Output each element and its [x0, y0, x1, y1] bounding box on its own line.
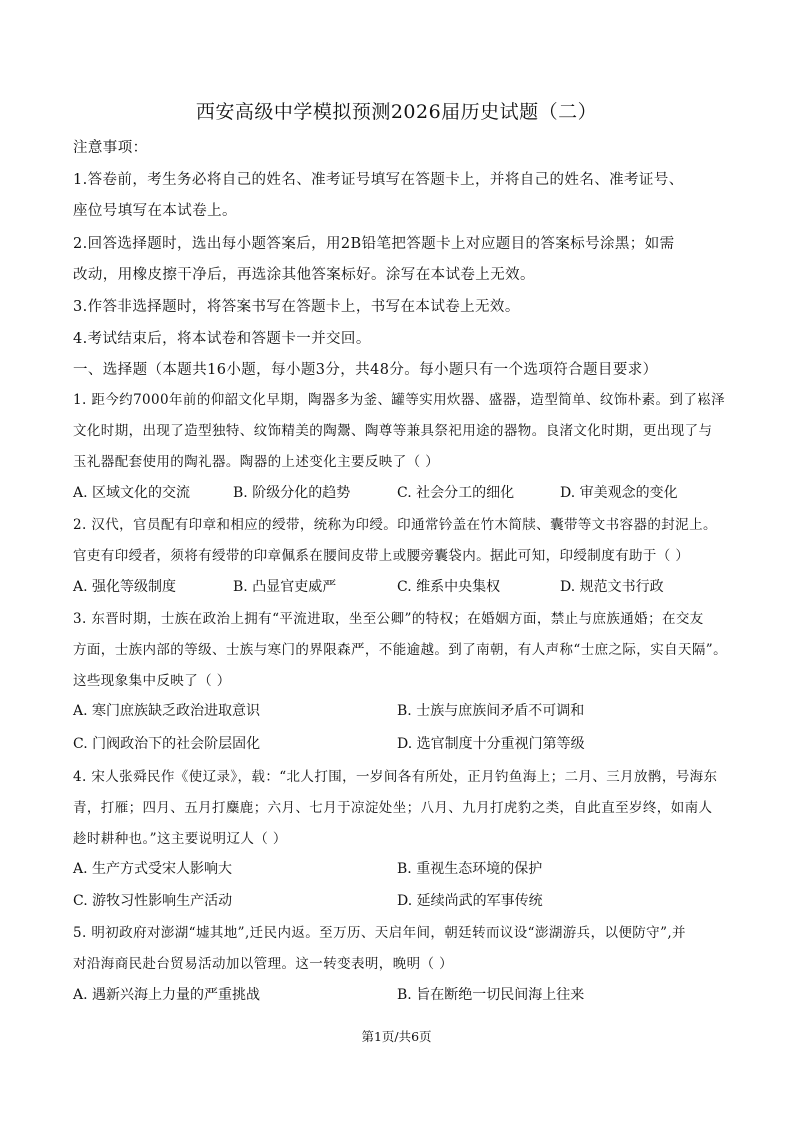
note-1-line-1: 1.答卷前，考生务必将自己的姓名、准考证号填写在答题卡上，并将自己的姓名、准考证号、 — [73, 172, 684, 188]
q2-option-b[interactable]: B. 凸显官吏威严 — [233, 579, 337, 595]
note-2-line-2: 改动，用橡皮擦干净后，再选涂其他答案标好。涂写在本试卷上无效。 — [73, 267, 535, 283]
q3-option-b[interactable]: B. 士族与庶族间矛盾不可调和 — [397, 703, 585, 719]
q1-option-c[interactable]: C. 社会分工的细化 — [397, 485, 515, 501]
q4-line-2: 青，打雁；四月、五月打麋鹿；六月、七月于凉淀处坐；八月、九月打虎豹之类，自此直至岁终，如南人 — [73, 800, 713, 816]
q5-option-b[interactable]: B. 旨在断绝一切民间海上往来 — [397, 987, 585, 1003]
q5-option-a[interactable]: A. 遇新兴海上力量的严重挑战 — [73, 987, 261, 1003]
q4-option-d[interactable]: D. 延续尚武的军事传统 — [397, 893, 543, 909]
q4-option-a[interactable]: A. 生产方式受宋人影响大 — [73, 861, 233, 877]
q3-line-3: 这些现象集中反映了（ ） — [73, 673, 231, 689]
page-footer: 第1页/共6页 — [361, 1029, 432, 1044]
note-2-line-1: 2.回答选择题时，选出每小题答案后，用2B铅笔把答题卡上对应题目的答案标号涂黑；如需 — [73, 236, 675, 252]
q2-line-2: 官吏有印绶者，须将有绶带的印章佩系在腰间皮带上或腰旁囊袋内。据此可知，印绶制度有助于（ ） — [73, 548, 690, 564]
page-title: 西安高级中学模拟预测2026届历史试题（二） — [195, 101, 598, 123]
section-heading: 一、选择题（本题共16小题，每小题3分，共48分。每小题只有一个选项符合题目要求） — [73, 362, 658, 378]
q2-line-1: 2. 汉代，官员配有印章和相应的绶带，统称为印绶。印通常钤盖在竹木简牍、囊带等文书容器的封泥上。 — [73, 517, 717, 533]
q1-option-a[interactable]: A. 区域文化的交流 — [73, 485, 191, 501]
q3-line-1: 3. 东晋时期，士族在政治上拥有“平流进取，坐至公卿”的特权；在婚姻方面，禁止与庶族通婚；在交友 — [73, 611, 704, 627]
q4-line-1: 4. 宋人张舜民作《使辽录》，载：“北人打围，一岁间各有所处，正月钓鱼海上；二月、三月放鹘，号海东 — [73, 769, 718, 785]
notes-heading: 注意事项： — [73, 140, 148, 156]
q3-option-a[interactable]: A. 寒门庶族缺乏政治进取意识 — [73, 703, 261, 719]
q1-line-1: 1. 距今约7000年前的仰韶文化早期，陶器多为釜、罐等实用炊器、盛器，造型简单、纹饰朴素。到了崧泽 — [73, 392, 726, 408]
note-3: 3.作答非选择题时，将答案书写在答题卡上，书写在本试卷上无效。 — [73, 299, 520, 315]
q1-option-d[interactable]: D. 审美观念的变化 — [560, 485, 678, 501]
q4-option-c[interactable]: C. 游牧习性影响生产活动 — [73, 893, 233, 909]
q1-line-3: 玉礼器配套使用的陶礼器。陶器的上述变化主要反映了（ ） — [73, 454, 440, 470]
q3-option-d[interactable]: D. 选官制度十分重视门第等级 — [397, 736, 585, 752]
q2-option-a[interactable]: A. 强化等级制度 — [73, 579, 177, 595]
note-1-line-2: 座位号填写在本试卷上。 — [73, 203, 237, 219]
q4-line-3: 趁时耕种也。”这主要说明辽人（ ） — [73, 831, 287, 847]
q3-option-c[interactable]: C. 门阀政治下的社会阶层固化 — [73, 736, 261, 752]
q3-line-2: 方面，士族内部的等级、士族与寒门的界限森严，不能逾越。到了南朝，有人声称“士庶之际，实自天隔”。 — [73, 642, 728, 658]
q4-option-b[interactable]: B. 重视生态环境的保护 — [397, 861, 543, 877]
q2-option-d[interactable]: D. 规范文书行政 — [560, 579, 664, 595]
q1-line-2: 文化时期，出现了造型独特、纹饰精美的陶鬶、陶尊等兼具祭祀用途的器物。良渚文化时期，更出现了与 — [73, 423, 713, 439]
q5-line-2: 对沿海商民赴台贸易活动加以管理。这一转变表明，晚明（ ） — [73, 956, 453, 972]
note-4: 4.考试结束后，将本试卷和答题卡一并交回。 — [73, 331, 371, 347]
q2-option-c[interactable]: C. 维系中央集权 — [397, 579, 501, 595]
q5-line-1: 5. 明初政府对澎湖“墟其地”,迁民内返。至万历、天启年间，朝廷转而议设“澎湖游兵，以便防守”,并 — [73, 925, 686, 941]
q1-option-b[interactable]: B. 阶级分化的趋势 — [233, 485, 351, 501]
